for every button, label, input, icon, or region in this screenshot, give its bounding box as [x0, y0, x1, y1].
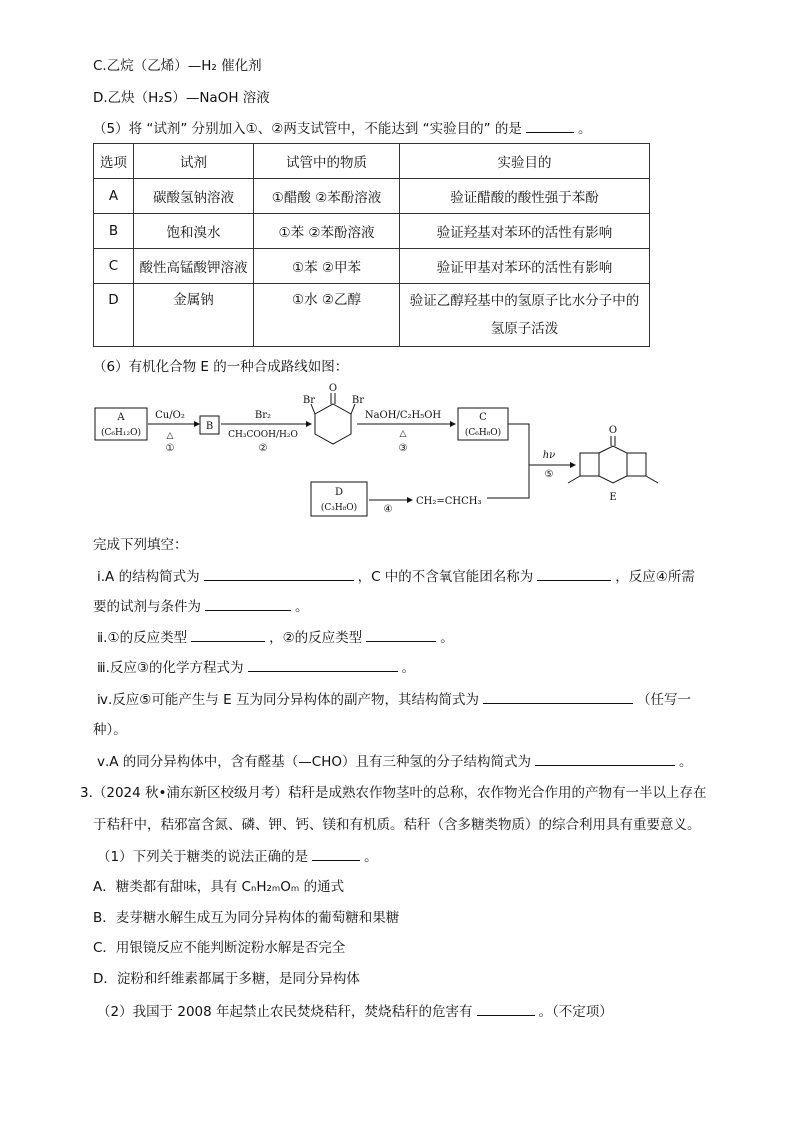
table-cell-line: 验证乙醇羟基中的氢原子比水分子中的 — [409, 293, 640, 309]
connector-line — [508, 424, 529, 465]
answer-blank[interactable] — [191, 627, 265, 642]
question-i-cont — [93, 596, 309, 617]
table-cell: 酸性高锰酸钾溶液 — [134, 249, 254, 284]
option-d: D．淀粉和纤维素都属于多糖，是同分异构体 — [93, 971, 360, 987]
arrow-head — [306, 421, 312, 427]
table-cell: B — [94, 214, 134, 249]
question-text: 要的试剂与条件为 — [93, 599, 201, 615]
heat-symbol: △ — [166, 431, 174, 441]
question-3-line2: 于秸秆中，秸邪富含氮、磷、钾、钙、镁和有机质。秸秆（含多糖类物质）的综合利用具有重要意义。 — [93, 817, 701, 833]
arrow-head — [407, 497, 413, 503]
option-a: A．糖类都有甜味，具有 CₙH₂ₘOₘ 的通式 — [93, 879, 345, 895]
answer-blank[interactable] — [477, 1001, 535, 1016]
answer-blank[interactable] — [535, 751, 675, 766]
answer-blank[interactable] — [483, 689, 633, 704]
question-6: （6）有机化合物 E 的一种合成路线如图： — [93, 359, 349, 375]
question-text: （1）下列关于糖类的说法正确的是 — [97, 849, 309, 865]
table-cell: ①苯 ②甲苯 — [254, 249, 400, 284]
table-cell-line: 氢原子活泼 — [490, 321, 559, 337]
table-header: 选项 — [94, 144, 134, 179]
fill-intro: 完成下列填空： — [93, 537, 188, 553]
compound-e-label: E — [609, 492, 617, 503]
step1-number: ① — [165, 443, 175, 454]
answer-blank[interactable] — [537, 566, 611, 581]
question-text: ，C 中的不含氧官能团名称为 — [357, 569, 534, 585]
table-cell: D — [94, 284, 134, 347]
question-i — [97, 566, 695, 587]
compound-a-formula: (C₆H₁₂O) — [101, 428, 141, 438]
step2-reagent-bottom: CH₃COOH/H₂O — [228, 430, 298, 440]
step2-reagent-top: Br₂ — [254, 410, 272, 421]
answer-blank[interactable] — [204, 566, 354, 581]
compound-d-label: D — [334, 487, 344, 498]
answer-blank[interactable] — [366, 627, 436, 642]
prev-option-c: C.乙烷（乙烯）—H₂ 催化剂 — [93, 58, 262, 74]
answer-blank[interactable] — [248, 657, 398, 672]
table-cell: A — [94, 179, 134, 214]
question-text: 。 — [440, 630, 454, 646]
question-iv-cont: 种）。 — [93, 722, 127, 738]
step5-number: ⑤ — [544, 469, 554, 480]
step3-reagent: NaOH/C₂H₅OH — [364, 410, 442, 421]
question-text: ⅰ.A 的结构简式为 — [97, 569, 200, 585]
dibromocyclohexanone-structure — [311, 393, 355, 444]
oxygen-label: O — [608, 425, 618, 436]
table-cell: 验证醋酸的酸性强于苯酚 — [400, 179, 650, 214]
table-cell: ①醋酸 ②苯酚溶液 — [254, 179, 400, 214]
table-cell: 验证羟基对苯环的活性有影响 — [400, 214, 650, 249]
question-text: ⅱ.①的反应类型 — [97, 630, 188, 646]
compound-c-formula: (C₆H₈O) — [464, 428, 502, 438]
question-iii — [97, 657, 415, 678]
table-cell: 金属钠 — [134, 284, 254, 347]
connector-line — [487, 465, 529, 498]
step1-reagent: Cu/O₂ — [155, 410, 185, 421]
compound-d-formula: (C₃H₈O) — [320, 503, 358, 513]
compound-c-label: C — [479, 412, 487, 423]
step4-number: ④ — [383, 504, 393, 515]
question-text: （任写一 — [636, 692, 691, 708]
question-text: 。 — [401, 660, 415, 676]
question-3-line1: 3.（2024 秋•浦东新区校级月考）秸秆是成熟农作物茎叶的总称，农作物光合作用的产物有一半以上存在 — [80, 785, 707, 801]
question-text: （2）我国于 2008 年起禁止农民焚烧秸秆，焚烧秸秆的危害有 — [97, 1004, 473, 1020]
arrow-head — [570, 462, 576, 468]
arrow-head — [194, 421, 200, 427]
compound-a-label: A — [117, 412, 125, 423]
compound-e-structure — [568, 436, 658, 483]
bromine-label: Br — [351, 395, 365, 406]
propene-formula: CH₂=CHCH₃ — [416, 496, 482, 507]
question-5-end: 。 — [577, 121, 592, 137]
heat-symbol: △ — [399, 429, 407, 439]
question-text: 。 — [679, 754, 693, 770]
table-header: 实验目的 — [400, 144, 650, 179]
question-text: 。（不定项） — [538, 1004, 613, 1020]
question-text: ，反应④所需 — [615, 569, 695, 585]
question-text: 。 — [364, 849, 378, 865]
step3-number: ③ — [398, 443, 408, 454]
compound-b-label: B — [205, 421, 214, 432]
question-3-part1 — [97, 846, 378, 867]
question-5-text: （5）将 “试剂” 分别加入①、②两支试管中，不能达到 “实验目的” 的是 — [93, 121, 522, 137]
question-text: 。 — [295, 599, 309, 615]
oxygen-label: O — [328, 383, 338, 394]
table-cell: 验证甲基对苯环的活性有影响 — [400, 249, 650, 284]
step2-number: ② — [258, 443, 268, 454]
question-iv — [97, 689, 691, 710]
table-cell: 饱和溴水 — [134, 214, 254, 249]
question-text: ⅲ.反应③的化学方程式为 — [97, 660, 244, 676]
table-header: 试管中的物质 — [254, 144, 400, 179]
question-text: ⅳ.反应⑤可能产生与 E 互为同分异构体的副产物，其结构简式为 — [97, 692, 479, 708]
table-cell: 碳酸氢钠溶液 — [134, 179, 254, 214]
option-c: C．用银镜反应不能判断淀粉水解是否完全 — [93, 940, 346, 956]
answer-blank[interactable] — [312, 846, 360, 861]
question-3-part2 — [97, 1001, 613, 1022]
arrow-head — [450, 421, 456, 427]
question-text: ，②的反应类型 — [269, 630, 363, 646]
option-b: B．麦芽糖水解生成互为同分异构体的葡萄糖和果糖 — [93, 910, 400, 926]
table-cell: ①水 ②乙醇 — [254, 284, 400, 347]
table-header: 试剂 — [134, 144, 254, 179]
light-symbol: hν — [542, 450, 556, 461]
table-cell: ①苯 ②苯酚溶液 — [254, 214, 400, 249]
question-text: ⅴ.A 的同分异构体中，含有醛基（—CHO）且有三种氢的分子结构简式为 — [97, 754, 532, 770]
table-cell: C — [94, 249, 134, 284]
prev-option-d: D.乙炔（H₂S）—NaOH 溶液 — [93, 90, 270, 106]
question-ii — [97, 627, 454, 648]
answer-blank[interactable] — [205, 596, 291, 611]
bromine-label: Br — [302, 395, 316, 406]
question-v — [97, 751, 693, 772]
